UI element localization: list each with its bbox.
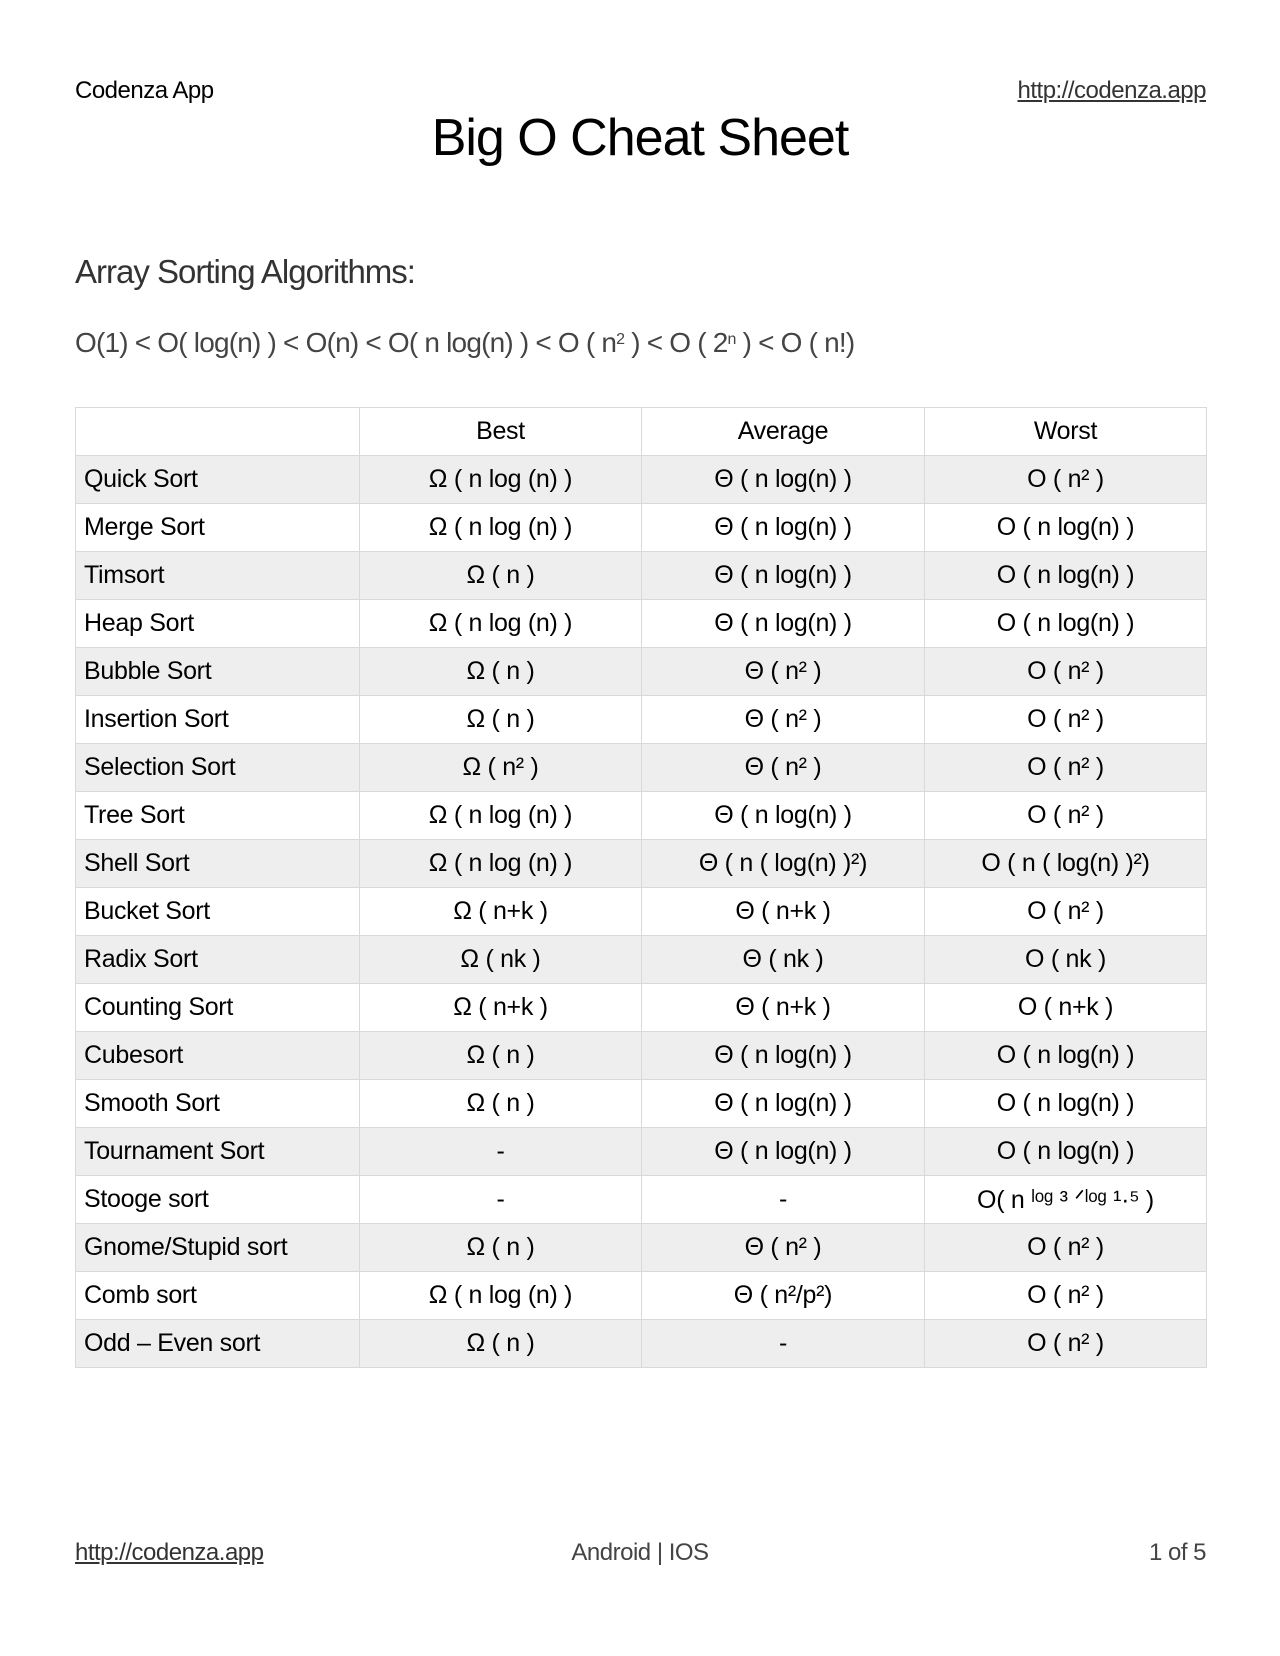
header-average: Average xyxy=(642,408,925,456)
average-case: Θ ( nk ) xyxy=(642,936,925,984)
worst-case: O ( n+k ) xyxy=(925,984,1207,1032)
average-case: Θ ( n log(n) ) xyxy=(642,1080,925,1128)
average-case: Θ ( n log(n) ) xyxy=(642,792,925,840)
best-case: Ω ( n ) xyxy=(360,1224,642,1272)
best-case: Ω ( n log (n) ) xyxy=(360,1272,642,1320)
table-row xyxy=(76,936,1207,984)
algorithm-name: Tree Sort xyxy=(76,792,360,840)
order-text: ) < O ( 2 xyxy=(624,327,728,358)
app-name: Codenza App xyxy=(75,77,214,104)
algorithm-name: Odd – Even sort xyxy=(76,1320,360,1368)
worst-case: O ( n² ) xyxy=(925,1272,1207,1320)
table-row xyxy=(76,696,1207,744)
algorithm-name: Insertion Sort xyxy=(76,696,360,744)
worst-case: O ( n log(n) ) xyxy=(925,600,1207,648)
average-case: - xyxy=(642,1176,925,1224)
page-indicator: 1 of 5 xyxy=(1148,1539,1206,1566)
complexity-order xyxy=(75,327,854,359)
footer-platforms: Android | IOS xyxy=(571,1539,709,1566)
worst-case: O ( n² ) xyxy=(925,792,1207,840)
worst-case: O ( n² ) xyxy=(925,1320,1207,1368)
algorithm-name: Tournament Sort xyxy=(76,1128,360,1176)
algorithm-name: Cubesort xyxy=(76,1032,360,1080)
algorithm-name: Counting Sort xyxy=(76,984,360,1032)
header-algorithm xyxy=(76,408,360,456)
table-row xyxy=(76,552,1207,600)
section-heading: Array Sorting Algorithms: xyxy=(75,253,415,290)
order-sup: 2 xyxy=(616,331,625,348)
table-row xyxy=(76,1320,1207,1368)
best-case: Ω ( n log (n) ) xyxy=(360,504,642,552)
average-case: Θ ( n log(n) ) xyxy=(642,456,925,504)
worst-case: O ( n log(n) ) xyxy=(925,504,1207,552)
order-text: O(1) < O( log(n) ) < O(n) < O( n log(n) ) < O ( n xyxy=(75,327,617,358)
best-case: Ω ( n log (n) ) xyxy=(360,456,642,504)
best-case: Ω ( n log (n) ) xyxy=(360,840,642,888)
worst-case: O ( n log(n) ) xyxy=(925,1032,1207,1080)
best-case: Ω ( n ) xyxy=(360,552,642,600)
table-row xyxy=(76,840,1207,888)
worst-case: O( n ˡᵒᵍ ³ ᐟˡᵒᵍ ¹·⁵ ) xyxy=(925,1176,1207,1224)
table-header-row xyxy=(76,408,1207,456)
best-case: - xyxy=(360,1128,642,1176)
table-row xyxy=(76,600,1207,648)
average-case: Θ ( n log(n) ) xyxy=(642,1128,925,1176)
best-case: Ω ( n ) xyxy=(360,648,642,696)
algorithm-name: Selection Sort xyxy=(76,744,360,792)
header-worst: Worst xyxy=(925,408,1207,456)
best-case: Ω ( nk ) xyxy=(360,936,642,984)
table-row xyxy=(76,888,1207,936)
algorithm-name: Comb sort xyxy=(76,1272,360,1320)
average-case: Θ ( n²/p²) xyxy=(642,1272,925,1320)
average-case: Θ ( n² ) xyxy=(642,1224,925,1272)
page-title: Big O Cheat Sheet xyxy=(431,109,849,167)
average-case: Θ ( n² ) xyxy=(642,648,925,696)
algorithm-name: Bucket Sort xyxy=(76,888,360,936)
table-row xyxy=(76,648,1207,696)
best-case: Ω ( n ) xyxy=(360,696,642,744)
best-case: Ω ( n ) xyxy=(360,1080,642,1128)
best-case: Ω ( n log (n) ) xyxy=(360,792,642,840)
algorithm-name: Quick Sort xyxy=(76,456,360,504)
average-case: Θ ( n ( log(n) )²) xyxy=(642,840,925,888)
algorithm-name: Shell Sort xyxy=(76,840,360,888)
table-row xyxy=(76,1032,1207,1080)
average-case: Θ ( n+k ) xyxy=(642,888,925,936)
table-row xyxy=(76,984,1207,1032)
algorithm-name: Bubble Sort xyxy=(76,648,360,696)
table-row xyxy=(76,1128,1207,1176)
best-case: Ω ( n ) xyxy=(360,1032,642,1080)
table-row xyxy=(76,1080,1207,1128)
table-row xyxy=(76,1176,1207,1224)
order-sup: n xyxy=(727,331,736,348)
average-case: Θ ( n+k ) xyxy=(642,984,925,1032)
order-text: ) < O ( n!) xyxy=(735,327,855,358)
table-row xyxy=(76,1272,1207,1320)
worst-case: O ( n log(n) ) xyxy=(925,552,1207,600)
worst-case: O ( n² ) xyxy=(925,648,1207,696)
algorithm-name: Heap Sort xyxy=(76,600,360,648)
best-case: Ω ( n log (n) ) xyxy=(360,600,642,648)
algorithm-name: Stooge sort xyxy=(76,1176,360,1224)
average-case: Θ ( n log(n) ) xyxy=(642,504,925,552)
table-row xyxy=(76,1224,1207,1272)
algorithm-name: Merge Sort xyxy=(76,504,360,552)
header-url-link[interactable]: http://codenza.app xyxy=(1017,77,1206,104)
worst-case: O ( n log(n) ) xyxy=(925,1128,1207,1176)
footer-url-link[interactable]: http://codenza.app xyxy=(75,1539,264,1566)
average-case: Θ ( n² ) xyxy=(642,744,925,792)
table-row xyxy=(76,792,1207,840)
best-case: - xyxy=(360,1176,642,1224)
algorithm-name: Smooth Sort xyxy=(76,1080,360,1128)
average-case: Θ ( n log(n) ) xyxy=(642,552,925,600)
best-case: Ω ( n ) xyxy=(360,1320,642,1368)
average-case: Θ ( n log(n) ) xyxy=(642,1032,925,1080)
average-case: Θ ( n² ) xyxy=(642,696,925,744)
best-case: Ω ( n² ) xyxy=(360,744,642,792)
algorithm-name: Radix Sort xyxy=(76,936,360,984)
worst-case: O ( n² ) xyxy=(925,456,1207,504)
best-case: Ω ( n+k ) xyxy=(360,984,642,1032)
best-case: Ω ( n+k ) xyxy=(360,888,642,936)
worst-case: O ( n log(n) ) xyxy=(925,1080,1207,1128)
average-case: - xyxy=(642,1320,925,1368)
worst-case: O ( n ( log(n) )²) xyxy=(925,840,1207,888)
table-row xyxy=(76,744,1207,792)
table-row xyxy=(76,456,1207,504)
worst-case: O ( n² ) xyxy=(925,696,1207,744)
algorithm-name: Gnome/Stupid sort xyxy=(76,1224,360,1272)
worst-case: O ( nk ) xyxy=(925,936,1207,984)
header-best: Best xyxy=(360,408,642,456)
worst-case: O ( n² ) xyxy=(925,1224,1207,1272)
algorithm-name: Timsort xyxy=(76,552,360,600)
worst-case: O ( n² ) xyxy=(925,888,1207,936)
sorting-complexity-table xyxy=(75,407,1207,1368)
worst-case: O ( n² ) xyxy=(925,744,1207,792)
table-row xyxy=(76,504,1207,552)
average-case: Θ ( n log(n) ) xyxy=(642,600,925,648)
